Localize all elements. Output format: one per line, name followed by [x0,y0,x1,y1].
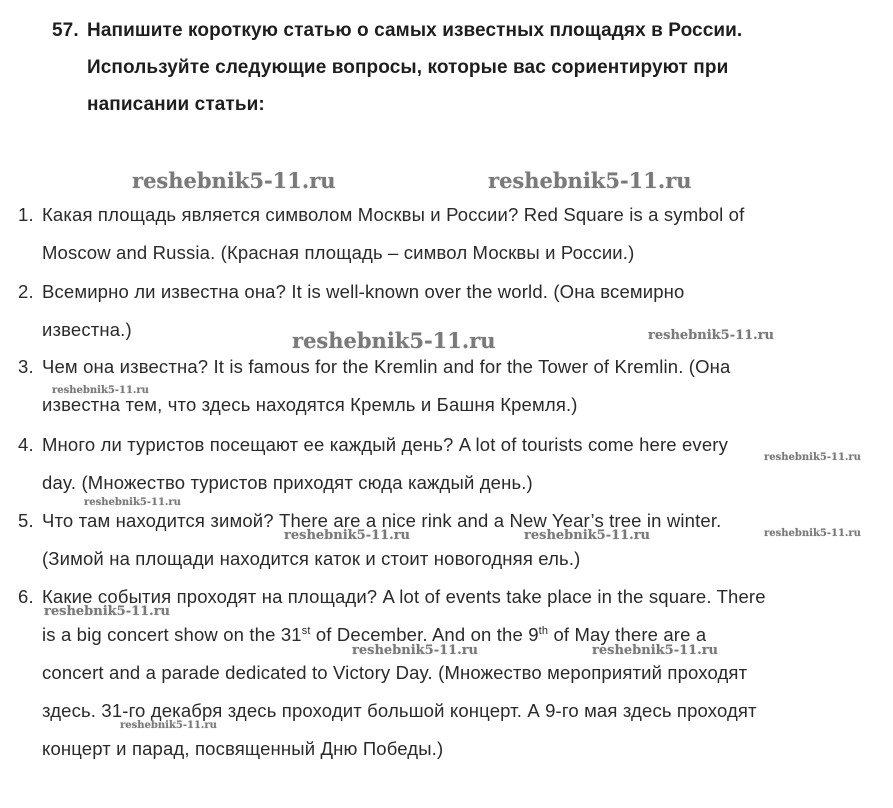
watermark: reshebnik5-11.ru [648,328,775,343]
item-number: 5. [18,510,34,531]
task-text-line-2: Используйте следующие вопросы, которые вас сориентируют при [87,57,729,78]
item-number: 2. [18,281,34,302]
watermark: reshebnik5-11.ru [592,643,719,658]
item-text: Что там находится зимой? There are a nice rink and a New Year’s tree in winter. [42,510,722,531]
task-text-line-3: написании статьи: [87,94,265,115]
item-text-cont-5: концерт и парад, посвященный Дню Победы.) [42,738,444,759]
task-heading-line-1 [52,12,872,49]
watermark: reshebnik5-11.ru [764,452,861,463]
item-text: Всемирно ли известна она? It is well-known over the world. (Она всемирно [42,281,685,302]
item-number: 6. [18,586,34,607]
superscript-st: st [301,624,311,637]
item-text-cont: известна тем, что здесь находятся Кремль и Башня Кремля.) [42,394,578,415]
watermark: reshebnik5-11.ru [488,168,692,193]
item-text: Много ли туристов посещают ее каждый день? A lot of tourists come here every [42,434,728,455]
item-text-fragment: of December. And on the 9 [310,624,539,645]
task-header [52,12,872,123]
item-number: 1. [18,204,34,225]
item-text-cont-3: concert and a parade dedicated to Victory Day. (Множество мероприятий проходят [42,662,748,683]
task-text-line-1: Напишите короткую статью о самых известных площадях в России. [87,20,743,41]
list-item-5 [18,502,878,578]
list-item-4 [18,426,878,502]
watermark: reshebnik5-11.ru [132,168,336,193]
item-text-fragment: of May there are a [548,624,707,645]
item-text: Какие события проходят на площади? A lot of events take place in the square. There [42,586,766,607]
superscript-th: th [538,624,549,637]
item-text-cont: (Зимой на площади находится каток и стоит новогодняя ель.) [42,548,581,569]
watermark: reshebnik5-11.ru [764,528,861,539]
item-text: Какая площадь является символом Москвы и России? Red Square is a symbol of [42,204,745,225]
watermark: reshebnik5-11.ru [284,528,411,543]
task-number: 57. [52,20,79,41]
item-text-cont: известна.) [42,319,132,340]
watermark: reshebnik5-11.ru [120,720,217,731]
item-text-cont-4: здесь. 31-го декабря здесь проходит большой концерт. А 9-го мая здесь проходят [42,700,757,721]
item-text-cont: Moscow and Russia. (Красная площадь – символ Москвы и России.) [42,242,635,263]
item-text-fragment: is a big concert show on the 31 [42,624,302,645]
watermark: reshebnik5-11.ru [52,385,149,396]
item-number: 4. [18,434,34,455]
watermark: reshebnik5-11.ru [84,497,181,508]
watermark: reshebnik5-11.ru [524,528,651,543]
item-number: 3. [18,356,34,377]
watermark: reshebnik5-11.ru [352,643,479,658]
list-item-1 [18,196,878,272]
item-text-cont: day. (Множество туристов приходят сюда каждый день.) [42,472,533,493]
item-text: Чем она известна? It is famous for the Kremlin and for the Tower of Kremlin. (Она [42,356,731,377]
watermark: reshebnik5-11.ru [44,604,171,619]
watermark: reshebnik5-11.ru [292,328,496,353]
